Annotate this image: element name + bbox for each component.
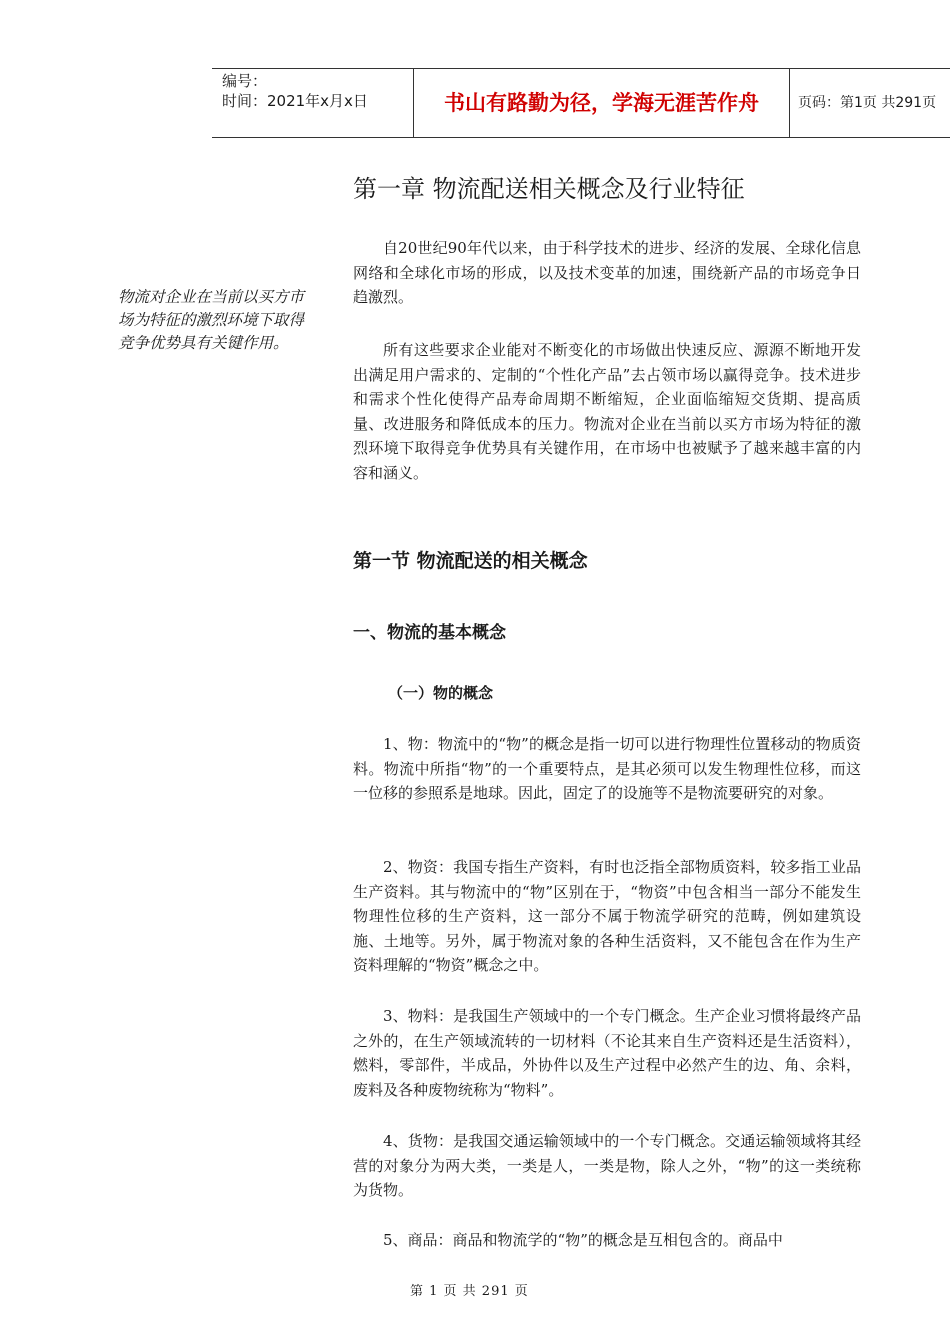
header-meta bbox=[212, 69, 412, 137]
list-item-huowu: 4、货物：是我国交通运输领域中的一个专门概念。交通运输领域将其经营的对象分为两大类，一类是人，一类是物，除人之外，“物”的这一类统称为货物。 bbox=[353, 1132, 861, 1199]
page-footer: 第 1 页 共 291 页 bbox=[410, 1284, 529, 1299]
document-number-label: 编号： bbox=[222, 72, 268, 90]
section-title: 第一节 物流配送的相关概念 bbox=[353, 550, 588, 572]
list-item-wuliao: 3、物料：是我国生产领域中的一个专门概念。生产企业习惯将最终产品之外的，在生产领域流转的一切材料（不论其来自生产资料还是生活资料），燃料，零部件，半成品，外协件以及生产过程中必然产生的边、角、余料， 废料及各种废物统称为“物料”。 bbox=[353, 1007, 861, 1099]
subsubsection-title: （一）物的概念 bbox=[388, 684, 494, 702]
list-item-shangpin: 5、商品：商品和物流学的“物”的概念是互相包含的。商品中 bbox=[383, 1231, 783, 1249]
list-item-wu: 1、物：物流中的“物”的概念是指一切可以进行物理性位置移动的物质资料。物流中所指“物”的一个重要特点，是其必须可以发生物理性位移，而这一位移的参照系是地球。因此，固定了的设施等不是物流要研究的对象。 bbox=[353, 735, 861, 802]
chapter-title: 第一章 物流配送相关概念及行业特征 bbox=[353, 175, 745, 203]
margin-note: 物流对企业在当前以买方市场为特征的激烈环境下取得竞争优势具有关键作用。 bbox=[118, 288, 305, 352]
document-time-label: 时间：2021年x月x日 bbox=[222, 92, 368, 110]
page-header bbox=[212, 68, 950, 138]
header-motto: 书山有路勤为径，学海无涯苦作舟 bbox=[413, 69, 790, 137]
paragraph-requirements: 所有这些要求企业能对不断变化的市场做出快速反应、源源不断地开发出满足用户需求的、定制的“个性化产品”去占领市场以赢得竞争。技术进步和需求个性化使得产品寿命周期不断缩短，企业面临缩短交货期、提高质量、改进服务和降低成本的压力。物流对企业在当前以买方市场为特征的激烈环境下取得竞争优势具有关键作用，在市场中也被赋予了越来越丰富的内容和涵义。 bbox=[353, 341, 861, 482]
subsection-title: 一、物流的基本概念 bbox=[353, 623, 506, 643]
header-page-label: 页码：第1页 共291页 bbox=[798, 95, 937, 111]
list-item-wuzi: 2、物资：我国专指生产资料，有时也泛指全部物质资料，较多指工业品生产资料。其与物流中的“物”区别在于，“物资”中包含相当一部分不能发生物理性位移的生产资料，这一部分不属于物流学研究的范畴，例如建筑设施、土地等。另外，属于物流对象的各种生活资料，又不能包含在作为生产资料理解的“物资”概念之中。 bbox=[353, 858, 861, 974]
paragraph-intro: 自20世纪90年代以来，由于科学技术的进步、经济的发展、全球化信息网络和全球化市场的形成，以及技术变革的加速，围绕新产品的市场竞争日趋激烈。 bbox=[353, 239, 861, 306]
